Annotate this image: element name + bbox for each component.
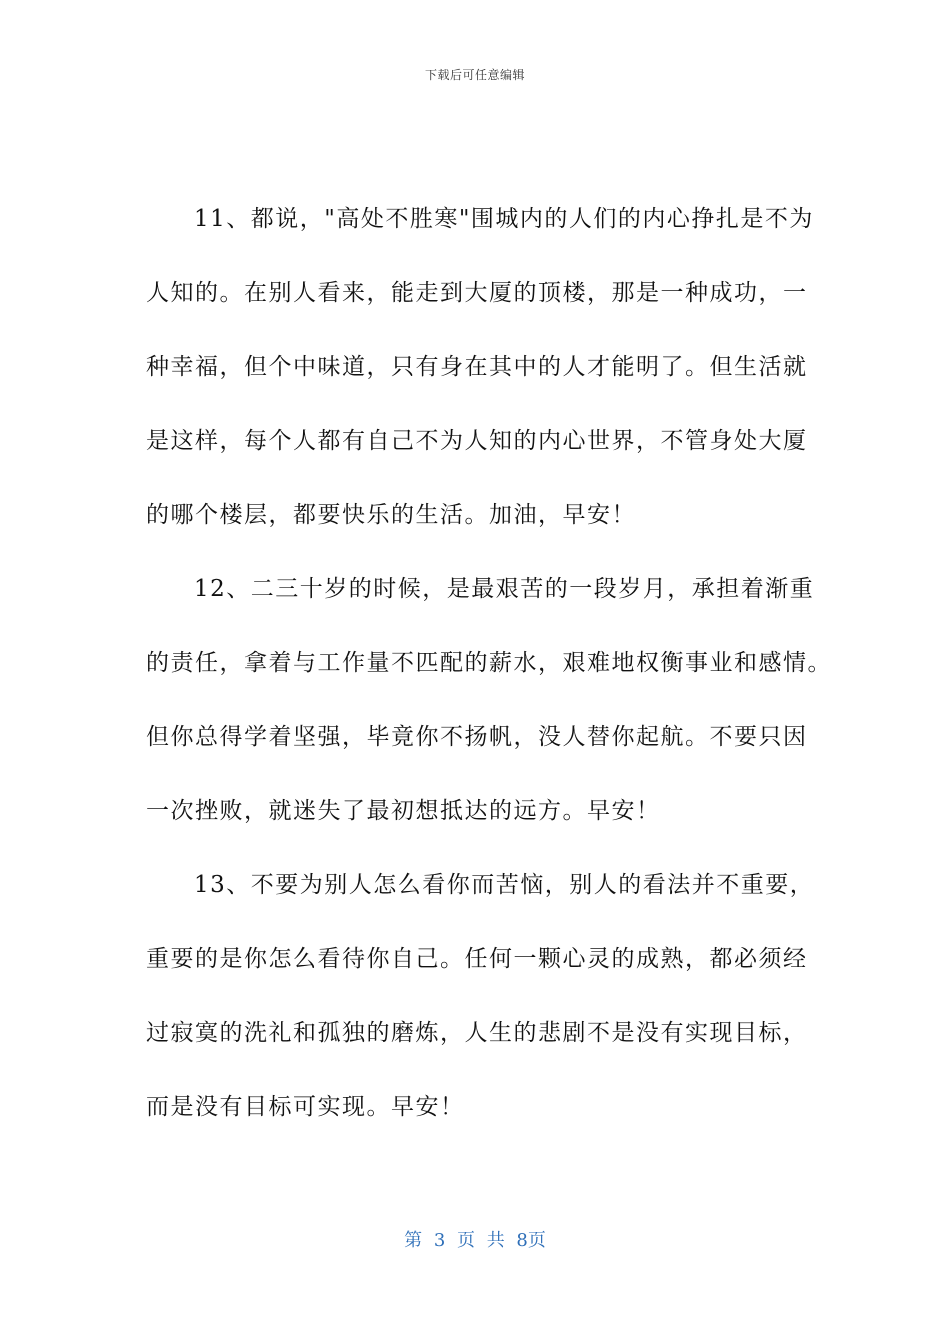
paragraph-2-line-3: 但你总得学着坚强，毕竟你不扬帆，没人替你起航。不要只因 <box>146 724 808 750</box>
paragraph-1-line-2: 人知的。在别人看来，能走到大厦的顶楼，那是一种成功，一 <box>146 280 808 306</box>
paragraph-2-line-4: 一次挫败，就迷失了最初想抵达的远方。早安！ <box>146 798 661 824</box>
paragraph-1-line-5: 的哪个楼层，都要快乐的生活。加油，早安！ <box>146 502 636 528</box>
paragraph-2-line-2: 的责任，拿着与工作量不匹配的薪水，艰难地权衡事业和感情。 <box>146 650 832 676</box>
paragraph-1-line-1: 11、都说，"高处不胜寒"围城内的人们的内心挣扎是不为 <box>194 206 814 232</box>
paragraph-1-line-4: 是这样，每个人都有自己不为人知的内心世界，不管身处大厦 <box>146 428 808 454</box>
paragraph-3-line-2: 重要的是你怎么看待你自己。任何一颗心灵的成熟，都必须经 <box>146 946 808 972</box>
paragraph-2-line-1: 12、二三十岁的时候，是最艰苦的一段岁月，承担着渐重 <box>194 576 815 602</box>
paragraph-3-line-1: 13、不要为别人怎么看你而苦恼，别人的看法并不重要， <box>194 872 815 898</box>
paragraph-3-line-3: 过寂寞的洗礼和孤独的磨炼，人生的悲剧不是没有实现目标， <box>146 1020 808 1046</box>
document-body <box>146 196 832 1158</box>
page-header: 下载后可任意编辑 <box>424 68 525 82</box>
paragraph-1-line-3: 种幸福，但个中味道，只有身在其中的人才能明了。但生活就 <box>146 354 808 380</box>
page-number-footer: 第 3 页 共 8页 <box>404 1230 546 1251</box>
paragraph-3-line-4: 而是没有目标可实现。早安！ <box>146 1094 465 1120</box>
